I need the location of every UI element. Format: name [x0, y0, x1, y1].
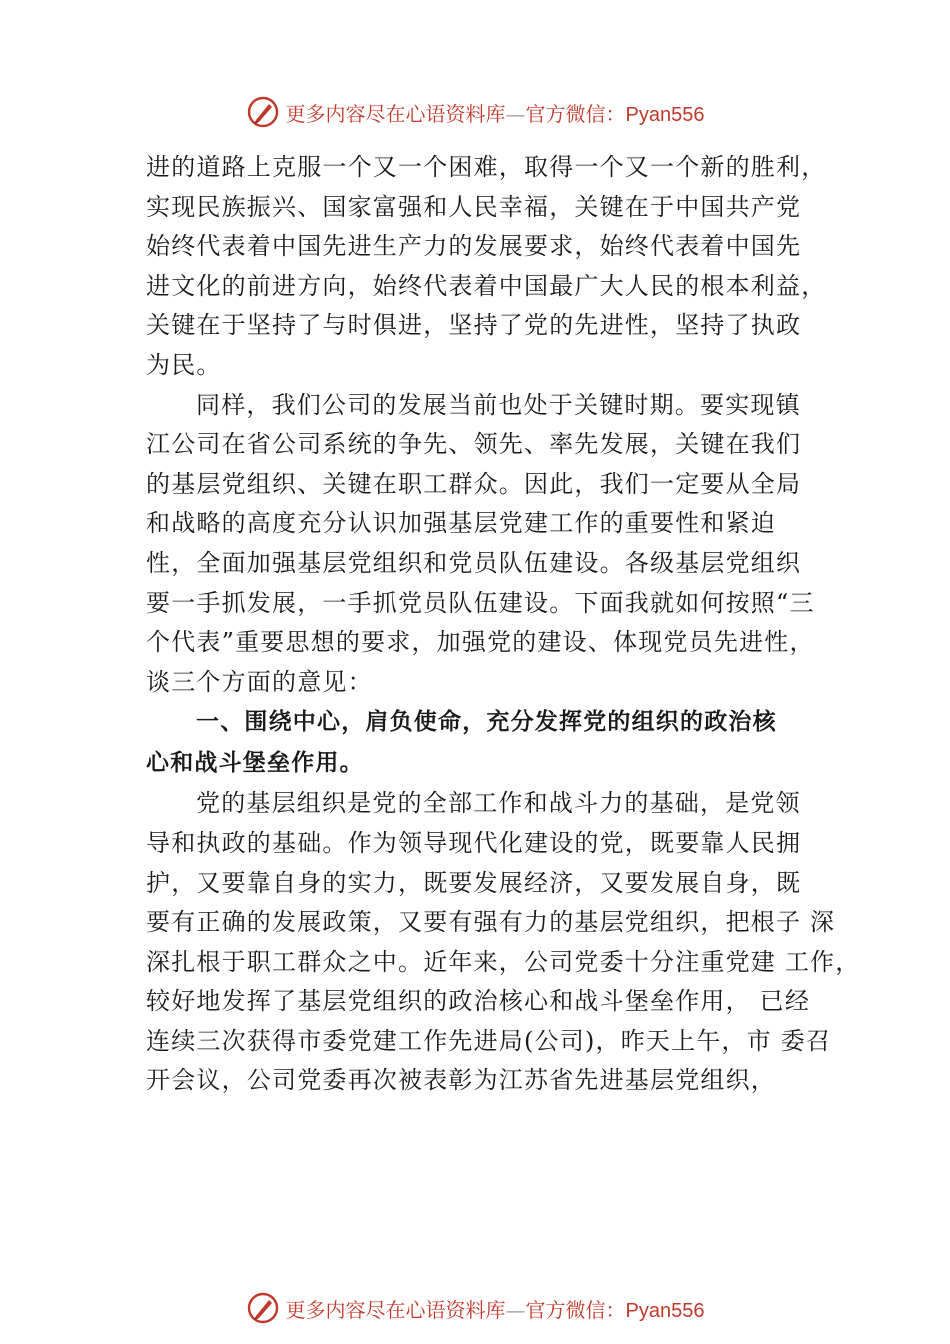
body-line: 同样，我们公司的发展当前也处于关键时期。要实现镇 — [196, 390, 801, 419]
watermark-text — [286, 1294, 705, 1323]
watermark-separator: — — [505, 1297, 526, 1322]
section-heading: 一、围绕中心，肩负使命，充分发挥党的组织的政治核 — [196, 709, 777, 736]
watermark-text — [286, 98, 705, 127]
pen-logo-icon — [246, 95, 280, 129]
body-line: 深扎根于职工群众之中。近年来，公司党委十分注重党建 工作， — [146, 947, 861, 976]
body-line: 实现民族振兴、国家富强和人民幸福，关键在于中国共产党 — [146, 192, 802, 221]
body-line: 开会议，公司党委再次被表彰为江苏省先进基层党组织， — [146, 1066, 776, 1095]
document-body — [146, 148, 861, 1101]
body-line: 要一手抓发展，一手抓党员队伍建设。下面我就如何按照“三 — [146, 588, 815, 617]
body-line: 的基层党组织、关键在职工群众。因此，我们一定要从全局 — [146, 469, 802, 498]
body-line: 和战略的高度充分认识加强基层党建工作的重要性和紧迫 — [146, 509, 776, 538]
body-line: 谈三个方面的意见： — [146, 667, 373, 696]
header-watermark — [0, 92, 950, 132]
watermark-contact-label: 官方微信： — [525, 1297, 626, 1322]
body-line: 连续三次获得市委党建工作先进局(公司)，昨天上午，市 委召 — [146, 1026, 832, 1055]
section-heading: 心和战斗堡垒作用。 — [146, 750, 364, 777]
body-line: 较好地发挥了基层党组织的政治核心和战斗堡垒作用， 已经 — [146, 987, 811, 1016]
body-line: 江公司在省公司系统的争先、领先、率先发展，关键在我们 — [146, 430, 802, 459]
watermark-brand: 更多内容尽在心语资料库 — [285, 101, 506, 126]
body-line: 党的基层组织是党的全部工作和战斗力的基础，是党领 — [196, 789, 801, 818]
footer-watermark — [0, 1288, 950, 1328]
body-line: 要有正确的发展政策，又要有强有力的基层党组织，把根子 深 — [146, 908, 836, 937]
body-line: 进的道路上克服一个又一个困难，取得一个又一个新的胜利， — [146, 153, 827, 181]
watermark-separator: — — [505, 101, 526, 126]
body-line: 个代表”重要思想的要求，加强党的建设、体现党员先进性， — [146, 628, 815, 657]
body-line: 导和执政的基础。作为领导现代化建设的党，既要靠人民拥 — [146, 828, 802, 857]
body-line: 关键在于坚持了与时俱进，坚持了党的先进性，坚持了执政 — [146, 311, 802, 340]
body-line: 性，全面加强基层党组织和党员队伍建设。各级基层党组织 — [146, 548, 802, 577]
body-line: 进文化的前进方向，始终代表着中国最广大人民的根本利益， — [146, 271, 827, 300]
watermark-contact-id: Pyan556 — [625, 1299, 705, 1322]
body-line: 始终代表着中国先进生产力的发展要求，始终代表着中国先 — [146, 232, 802, 261]
watermark-brand: 更多内容尽在心语资料库 — [285, 1297, 506, 1322]
watermark-contact-label: 官方微信： — [525, 101, 626, 126]
body-line: 为民。 — [146, 350, 222, 379]
pen-logo-icon — [246, 1291, 280, 1325]
watermark-contact-id: Pyan556 — [625, 103, 705, 126]
body-line: 护，又要靠自身的实力，既要发展经济，又要发展自身，既 — [146, 868, 802, 897]
